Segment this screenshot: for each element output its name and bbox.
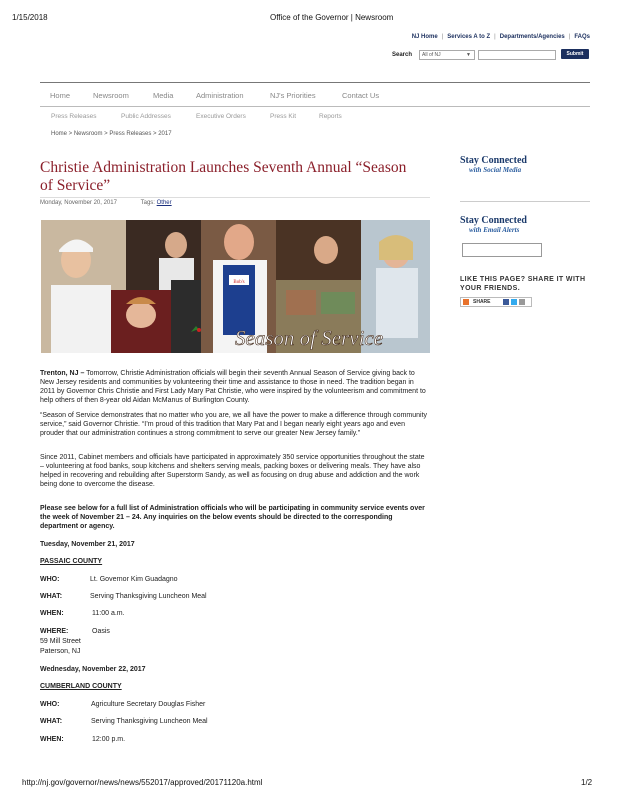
event-1-what	[40, 592, 430, 604]
paragraph-1-text: Tomorrow, Christie Administration officials will begin their seventh Annual Season of Service giving back to New Jersey residents and communities by volunteering their time and assistance to those in need. The tradition began in 2011 by Governor Chris Christie and First Lady Mary Pat Christie, who were inspired by the volunteerism and commitment to help others of then 8-year old Aidan McManus of Burlington County.	[40, 370, 426, 404]
subnav-press-kit[interactable]: Press Kit	[270, 113, 297, 120]
event-1-where	[40, 627, 430, 657]
event-1-address-line-1: 59 Mill Street	[40, 638, 81, 645]
who-label: WHO:	[40, 701, 60, 708]
hero-badge: Bob's	[233, 280, 245, 285]
stay-connected-email-heading: Stay Connected	[460, 215, 527, 226]
event-2-when	[40, 735, 430, 747]
tags-label: Tags:	[140, 200, 155, 206]
print-date: 1/15/2018	[12, 13, 48, 22]
event-2-what	[40, 717, 430, 729]
email-alerts-link[interactable]: with Email Alerts	[469, 226, 520, 234]
article-meta	[40, 200, 172, 206]
nav-administration[interactable]: Administration	[196, 91, 244, 100]
where-label: WHERE:	[40, 628, 69, 635]
top-links: NJ Home | Services A to Z | Departments/Agencies | FAQs	[411, 34, 590, 40]
article-date: Monday, November 20, 2017	[40, 200, 117, 206]
share-button[interactable]	[460, 297, 532, 307]
nav-newsroom[interactable]: Newsroom	[93, 91, 129, 100]
event-1-when-value: 11:00 a.m.	[92, 610, 125, 617]
paragraph-3: Since 2011, Cabinet members and officials have participated in approximately 350 service opportunities throughout the state – volunteering at food banks, soup kitchens and shelters serving meals, packing boxes or delivering meals. They have also helped in recovering and rebuilding after Superstorm Sandy, as well as focusing on drug abuse and addiction and the work being done to overcome the disease.	[40, 454, 425, 488]
paragraph-4: Please see below for a full list of Administration officials who will be participating in community service events over the week of November 21 – 24. Any inquiries on the below events should be directed to the corresponding department or agency.	[40, 505, 425, 530]
event-2-who-value: Agriculture Secretary Douglas Fisher	[91, 701, 206, 708]
event-1-who	[40, 575, 430, 587]
hero-collage	[41, 220, 430, 353]
what-label: WHAT:	[40, 718, 63, 725]
email-alerts-input[interactable]	[462, 243, 542, 257]
top-link-services[interactable]: Services A to Z	[447, 34, 491, 40]
nav-bottom-divider	[40, 106, 590, 107]
footer-page-number: 1/2	[581, 778, 593, 787]
footer-url: http://nj.gov/governor/news/news/552017/approved/20171120a.html	[22, 778, 263, 787]
who-label: WHO:	[40, 576, 60, 583]
facebook-icon[interactable]	[503, 299, 509, 305]
tag-link[interactable]: Other	[156, 200, 172, 206]
nav-top-divider	[40, 82, 590, 83]
event-1-who-value: Lt. Governor Kim Guadagno	[90, 576, 178, 583]
dateline: Trenton, NJ –	[40, 370, 85, 377]
event-2-what-value: Serving Thanksgiving Luncheon Meal	[91, 718, 208, 725]
top-link-faqs[interactable]: FAQs	[574, 34, 590, 40]
nav-priorities[interactable]: NJ's Priorities	[270, 91, 316, 100]
event-1-where-value: Oasis	[92, 628, 110, 635]
subnav-reports[interactable]: Reports	[319, 113, 342, 120]
search-input[interactable]	[478, 50, 556, 60]
subnav-press-releases[interactable]: Press Releases	[51, 113, 97, 120]
when-label: WHEN:	[40, 610, 64, 617]
email-share-icon[interactable]	[519, 299, 525, 305]
what-label: WHAT:	[40, 593, 63, 600]
breadcrumb[interactable]: Home > Newsroom > Press Releases > 2017	[51, 131, 172, 137]
day-2-heading: Wednesday, November 22, 2017	[40, 666, 146, 673]
social-media-link[interactable]: with Social Media	[469, 166, 522, 174]
event-2-when-value: 12:00 p.m.	[92, 736, 126, 743]
hero-caption: Season of Service	[234, 326, 384, 350]
subnav-executive-orders[interactable]: Executive Orders	[196, 113, 246, 120]
nav-media[interactable]: Media	[153, 91, 174, 100]
paragraph-2: “Season of Service demonstrates that no matter who you are, we all have the power to make a difference through community service,” said Governor Christie. “I’m proud of this tradition that Mary Pat and I began nearly eight years ago and even prouder that our administration continues a strong commitment to serve our greater New Jersey family.”	[40, 412, 428, 437]
nav-contact[interactable]: Contact Us	[342, 91, 380, 100]
print-page-title: Office of the Governor | Newsroom	[270, 13, 394, 22]
event-1-when	[40, 609, 430, 621]
subnav-public-addresses[interactable]: Public Addresses	[121, 113, 171, 120]
search-scope-value: All of NJ	[422, 52, 441, 58]
twitter-icon[interactable]	[511, 299, 517, 305]
search-label: Search	[392, 52, 413, 58]
search-submit-button[interactable]: Submit	[561, 49, 589, 59]
event-2-who	[40, 700, 430, 712]
title-divider	[40, 197, 430, 198]
sidebar-divider	[460, 201, 590, 202]
when-label: WHEN:	[40, 736, 64, 743]
share-prompt: LIKE THIS PAGE? SHARE IT WITH YOUR FRIENDS.	[460, 276, 586, 292]
hero-image	[41, 220, 430, 353]
top-link-nj-home[interactable]: NJ Home	[411, 34, 438, 40]
top-link-departments[interactable]: Departments/Agencies	[499, 34, 565, 40]
paragraph-1	[40, 369, 430, 405]
share-plus-icon	[463, 299, 469, 305]
county-1-heading: PASSAIC COUNTY	[40, 558, 103, 565]
county-2-heading: CUMBERLAND COUNTY	[40, 683, 122, 690]
event-1-address-line-2: Paterson, NJ	[40, 648, 81, 655]
article-title: Christie Administration Launches Seventh Annual “Season of Service”	[40, 159, 407, 194]
day-1-heading: Tuesday, November 21, 2017	[40, 541, 135, 548]
stay-connected-social-heading: Stay Connected	[460, 155, 527, 166]
share-label: SHARE	[473, 299, 491, 305]
search-scope-select[interactable]	[419, 50, 475, 60]
chevron-down-icon: ▼	[466, 52, 471, 58]
nav-home[interactable]: Home	[50, 91, 71, 100]
event-1-what-value: Serving Thanksgiving Luncheon Meal	[90, 593, 207, 600]
